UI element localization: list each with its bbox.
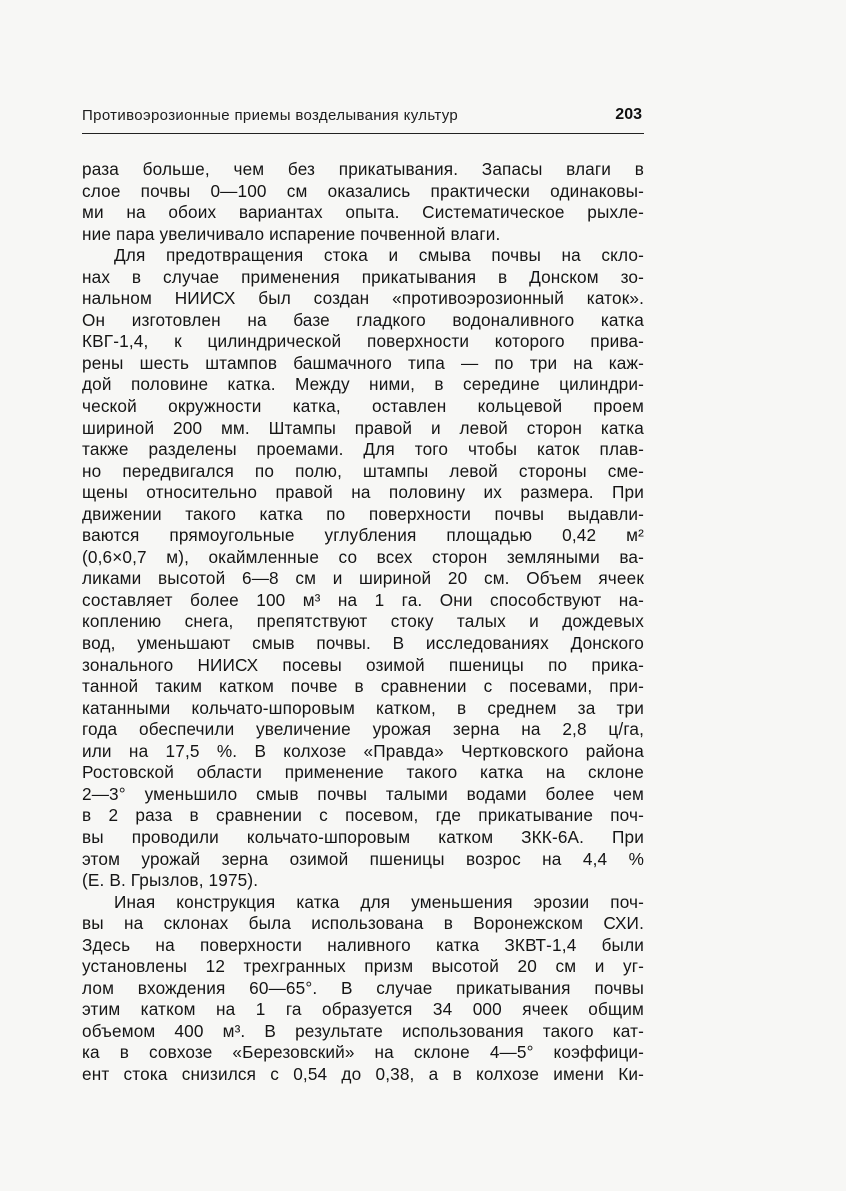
text-line: зонального НИИСХ посевы озимой пшеницы по прика- [82,654,644,675]
text-line: ликами высотой 6—8 см и шириной 20 см. Объем ячеек [82,568,644,589]
text-line: рены шесть штампов башмачного типа — по три на каж- [82,352,644,373]
text-line: также разделены проемами. Для того чтобы каток плав- [82,439,644,460]
text-line: составляет более 100 м³ на 1 га. Они способствуют на- [82,589,644,610]
text-line: вод, уменьшают смыв почвы. В исследованиях Донского [82,633,644,654]
text-line: нах в случае применения прикатывания в Донском зо- [82,266,644,287]
text-line: ент стока снизился с 0,54 до 0,38, а в колхозе имени Ки- [82,1063,644,1084]
text-line: движении такого катка по поверхности почвы выдавли- [82,503,644,524]
text-line: нальном НИИСХ был создан «противоэрозионный каток». [82,288,644,309]
text-line: 2—3° уменьшило смыв почвы талыми водами более чем [82,783,644,804]
text-line: в 2 раза в сравнении с посевом, где прикатывание поч- [82,805,644,826]
text-line: танной таким катком почве в сравнении с посевами, при- [82,676,644,697]
text-line: ние пара увеличивало испарение почвенной влаги. [82,223,501,244]
text-line: раза больше, чем без прикатывания. Запасы влаги в [82,159,644,179]
text-line: шириной 200 мм. Штампы правой и левой сторон катка [82,417,644,438]
text-line: вы на склонах была использована в Воронежском СХИ. [82,913,644,934]
text-line: Он изготовлен на базе гладкого водоналивного катка [82,309,644,330]
text-line: вы проводили кольчато-шпоровым катком ЗКК-6А. При [82,826,644,847]
paragraph-start-line: Для предотвращения стока и смыва почвы на скло- [114,245,644,266]
text-line: Ростовской области применение такого катка на склоне [82,762,644,783]
text-line: (Е. В. Грызлов, 1975). [82,870,259,891]
text-line: этим катком на 1 га образуется 34 000 ячеек общим [82,999,644,1020]
text-line: щены относительно правой на половину их размера. При [82,482,644,503]
text-line: ми на обоих вариантах опыта. Систематическое рыхле- [82,202,644,223]
text-line: лом вхождения 60—65°. В случае прикатывания почвы [82,977,644,998]
text-line: ваются прямоугольные углубления площадью 0,42 м² [82,525,644,546]
text-line: года обеспечили увеличение урожая зерна на 2,8 ц/га, [82,719,644,740]
text-line: коплению снега, препятствуют стоку талых и дождевых [82,611,644,632]
text-line: КВГ-1,4, к цилиндрической поверхности которого прива- [82,331,644,352]
paragraph-start-line: Иная конструкция катка для уменьшения эрозии поч- [114,891,644,912]
running-title: Противоэрозионные приемы возделывания культур [82,107,459,124]
page-number: 203 [615,106,642,123]
text-line: но передвигался по полю, штампы левой стороны сме- [82,460,644,481]
text-line: катанными кольчато-шпоровым катком, в среднем за три [82,697,644,718]
text-line: ческой окружности катка, оставлен кольцевой проем [82,396,644,417]
text-line: установлены 12 трехгранных призм высотой 20 см и уг- [82,956,644,977]
text-line: (0,6×0,7 м), окаймленные со всех сторон земляными ва- [82,546,644,567]
text-line: объемом 400 м³. В результате использования такого кат- [82,1020,644,1041]
text-line: Здесь на поверхности наливного катка ЗКВТ-1,4 были [82,934,644,955]
text-line: дой половине катка. Между ними, в середине цилиндри- [82,374,644,395]
text-line: этом урожай зерна озимой пшеницы возрос на 4,4 % [82,848,644,869]
text-line: или на 17,5 %. В колхозе «Правда» Чертковского района [82,740,644,761]
running-header [82,103,644,134]
body-text [82,159,644,1086]
text-line: ка в совхозе «Березовский» на склоне 4—5° коэффици- [82,1042,644,1063]
text-line: слое почвы 0—100 см оказались практически одинаковы- [82,180,644,201]
